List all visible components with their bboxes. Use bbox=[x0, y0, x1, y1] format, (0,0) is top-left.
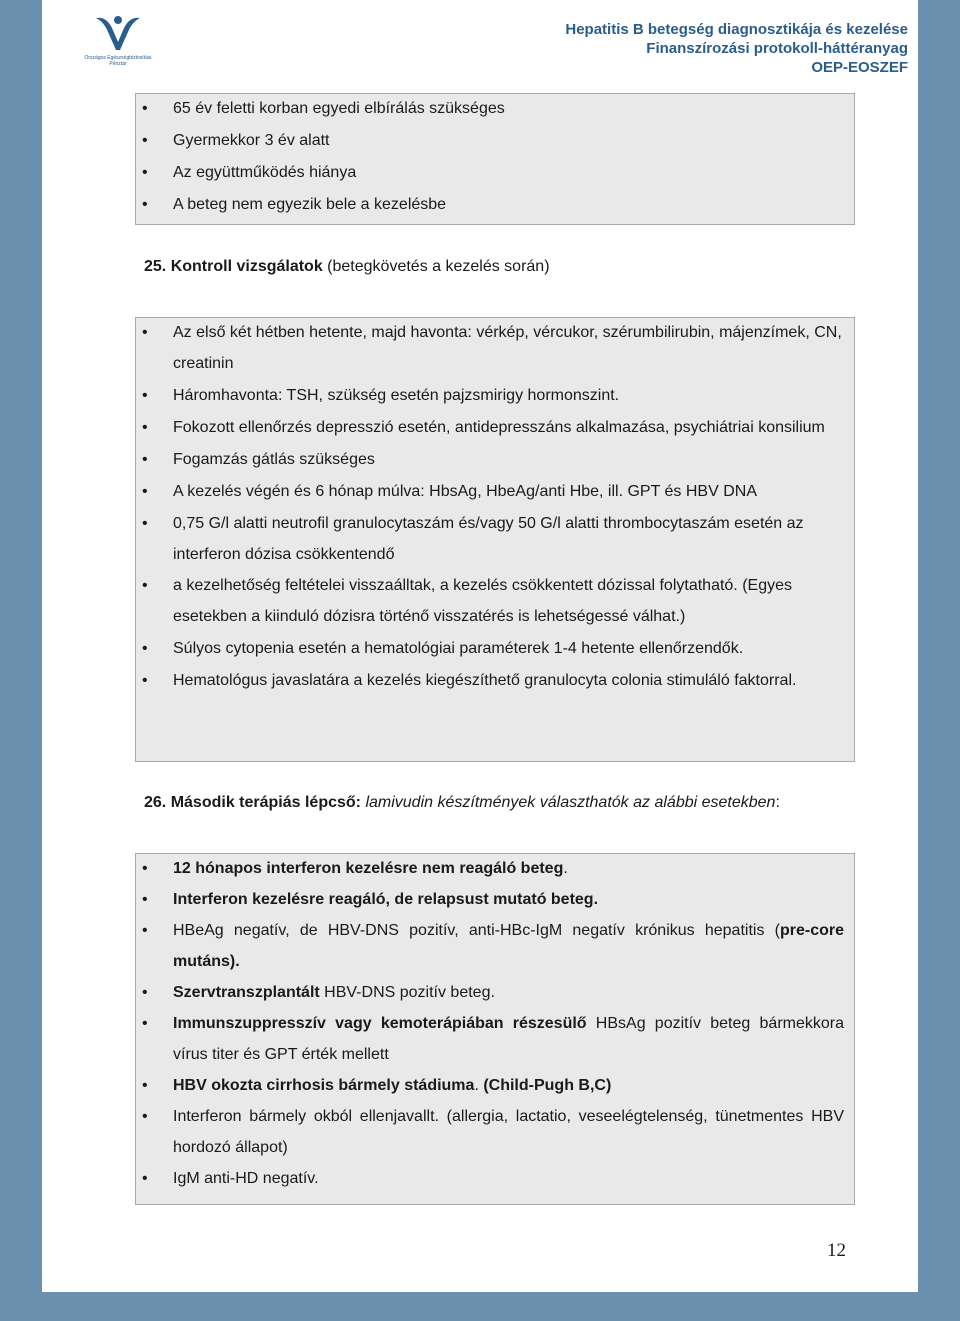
list-item: • 12 hónapos interferon kezelésre nem reagáló beteg. bbox=[136, 853, 854, 884]
list-item: • Interferon bármely okból ellenjavallt. (allergia, lactatio, veseelégtelenség, tünetmentes HBV hordozó állapot) bbox=[136, 1101, 854, 1163]
list-item: • HBV okozta cirrhosis bármely stádiuma. (Child-Pugh B,C) bbox=[136, 1070, 854, 1101]
list-item: • Háromhavonta: TSH, szükség esetén pajzsmirigy hormonszint. bbox=[136, 379, 854, 412]
logo-text-1: Országos Egészségbiztosítási bbox=[84, 55, 152, 61]
list-item: • Fogamzás gátlás szükséges bbox=[136, 443, 854, 476]
list-item: • Gyermekkor 3 év alatt bbox=[136, 125, 854, 157]
list-item: • Az együttműködés hiánya bbox=[136, 157, 854, 189]
list-item: • Szervtranszplantált HBV-DNS pozitív beteg. bbox=[136, 977, 854, 1008]
list-item: • HBeAg negatív, de HBV-DNS pozitív, anti-HBc-IgM negatív krónikus hepatitis (pre-core mutáns). bbox=[136, 915, 854, 977]
list-item: • Hematológus javaslatára a kezelés kiegészíthető granulocyta colonia stimuláló faktorral. bbox=[136, 665, 854, 697]
list-item: • Fokozott ellenőrzés depresszió esetén, antidepresszáns alkalmazása, psychiátriai konsilium bbox=[136, 412, 854, 443]
second-line-therapy-box bbox=[135, 853, 855, 1205]
list-item: • Interferon kezelésre reagáló, de relapsust mutató beteg. bbox=[136, 884, 854, 915]
list-item: • a kezelhetőség feltételei visszaálltak, a kezelés csökkentett dózissal folytatható. (Egyes esetekben a kiinduló dózisra történő visszatérés is lehetségessé válhat.) bbox=[136, 570, 854, 632]
document-page bbox=[42, 0, 918, 1292]
page-number: 12 bbox=[827, 1240, 846, 1261]
list-item: • IgM anti-HD negatív. bbox=[136, 1163, 854, 1194]
section-25-title: 25. Kontroll vizsgálatok (betegkövetés a kezelés során) bbox=[144, 258, 550, 275]
header-line-1: Hepatitis B betegség diagnosztikája és kezelése bbox=[565, 21, 908, 38]
header-line-3: OEP-EOSZEF bbox=[811, 59, 908, 76]
logo-emblem-icon bbox=[82, 12, 154, 66]
list-item: • Súlyos cytopenia esetén a hematológiai paraméterek 1-4 hetente ellenőrzendők. bbox=[136, 632, 854, 665]
list-item: • 0,75 G/l alatti neutrofil granulocytaszám és/vagy 50 G/l alatti thrombocytaszám esetén az interferon dózisa csökkentendő bbox=[136, 508, 854, 570]
list-item: • A beteg nem egyezik bele a kezelésbe bbox=[136, 189, 854, 221]
contraindication-box bbox=[135, 93, 855, 225]
header-line-2: Finanszírozási protokoll-háttéranyag bbox=[646, 40, 908, 57]
oep-logo bbox=[82, 12, 154, 66]
section-26-title: 26. Második terápiás lépcső: lamivudin készítmények választhatók az alábbi esetekben: bbox=[144, 794, 780, 811]
page-header bbox=[565, 20, 908, 77]
list-item: • Immunszuppresszív vagy kemoterápiában részesülő HBsAg pozitív beteg bármekkora vírus titer és GPT érték mellett bbox=[136, 1008, 854, 1070]
list-item: • A kezelés végén és 6 hónap múlva: HbsAg, HbeAg/anti Hbe, ill. GPT és HBV DNA bbox=[136, 476, 854, 508]
control-tests-box bbox=[135, 317, 855, 762]
logo-text-2: Pénztár bbox=[109, 61, 127, 66]
list-item: • 65 év feletti korban egyedi elbírálás szükséges bbox=[136, 93, 854, 125]
list-item: • Az első két hétben hetente, majd havonta: vérkép, vércukor, szérumbilirubin, májenzímek, CN, creatinin bbox=[136, 317, 854, 379]
